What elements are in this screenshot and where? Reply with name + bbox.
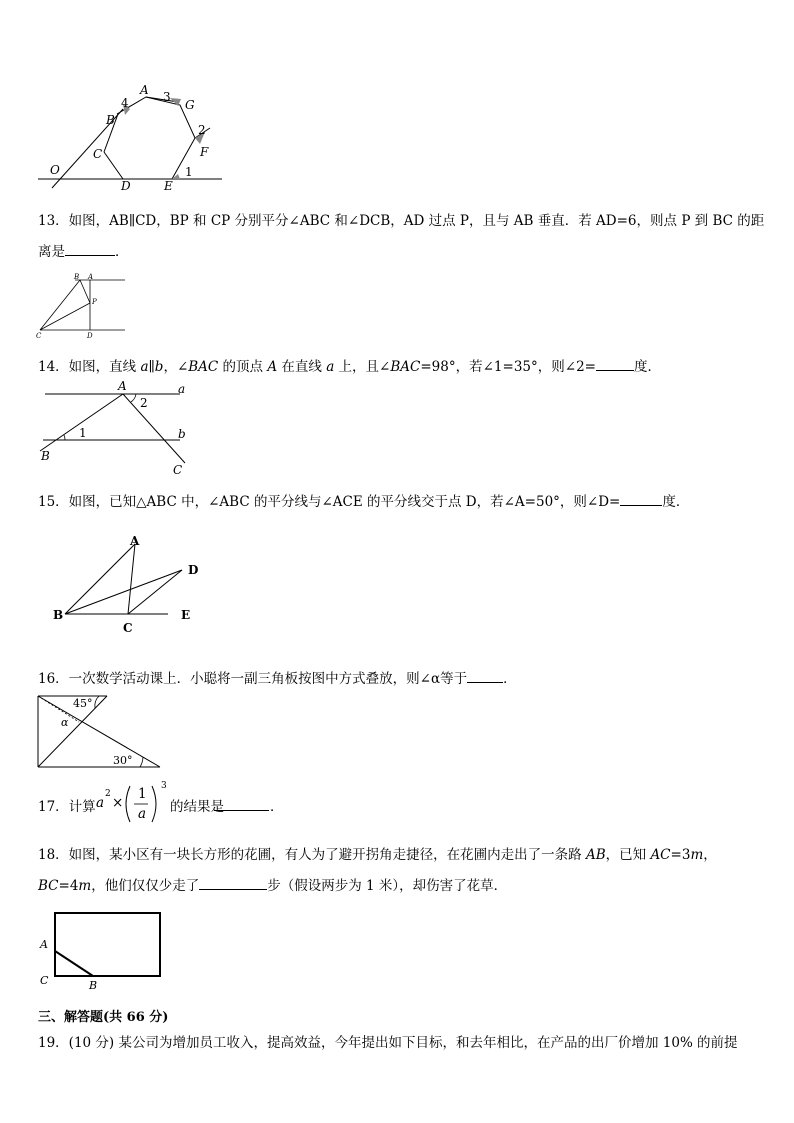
q13-line2: [38, 240, 129, 260]
q15-part: 15．如图，已知△ABC 中，∠ABC 的平分线与∠ACE 的平分线交于点 D，若∠A=50°，则∠D=: [38, 494, 621, 510]
answer-blank: [214, 798, 269, 811]
unit-m: m: [690, 847, 704, 863]
q14-part: ，∠: [163, 359, 189, 375]
label-1: 1: [79, 426, 87, 440]
var-a: a: [326, 359, 335, 375]
q18-line1: [38, 843, 717, 863]
label-C: C: [123, 621, 133, 635]
numerator: 1: [138, 786, 147, 802]
polygon-figure: [30, 80, 240, 195]
q13-line1: 13．如图，AB∥CD，BP 和 CP 分别平分∠ABC 和∠DCB，AD 过点 P，且与 AB 垂直．若 AD=6，则点 P 到 BC 的距: [38, 213, 765, 229]
label-C: C: [173, 463, 183, 477]
parallel-symbol: ∥: [148, 359, 155, 375]
q14-part: 度．: [633, 359, 661, 375]
q13-figure: [35, 270, 130, 342]
label-b: b: [178, 427, 186, 441]
times-symbol: ×: [112, 795, 124, 811]
q18-part: 步（假设两步为 1 米），却伤害了花草．: [267, 878, 508, 894]
label-O: O: [50, 163, 60, 177]
segment-ab: AB: [585, 847, 606, 863]
var-a: a: [140, 359, 149, 375]
q18-figure: [35, 908, 165, 993]
label-C: C: [93, 147, 103, 161]
q18-part: =4: [58, 878, 79, 894]
q15-part: 度．: [662, 494, 690, 510]
q16-part: 16．一次数学活动课上．小聪将一副三角板按图中方式叠放，则∠α等于: [38, 671, 468, 687]
q18-part: ，他们仅仅少走了: [91, 878, 200, 894]
label-D: D: [87, 332, 93, 340]
label-B: B: [74, 273, 80, 281]
label-2: 2: [198, 123, 206, 137]
answer-blank: [620, 493, 662, 506]
exponent: 3: [161, 781, 167, 791]
q14-part: =98°，若∠1=35°，则∠2=: [420, 359, 596, 375]
q13-text: 离是: [38, 244, 65, 260]
q13-end: ．: [115, 244, 129, 260]
label-C: C: [36, 332, 42, 340]
label-A: A: [118, 379, 127, 393]
q18-part: =3: [670, 847, 691, 863]
label-E: E: [164, 179, 173, 193]
q14-text: [38, 355, 661, 375]
q14-part: 在直线: [277, 359, 327, 375]
label-30: 30°: [113, 754, 133, 767]
q14-part: 上，且∠: [334, 359, 391, 375]
unit-m: m: [78, 878, 92, 894]
q18-part: ，已知: [605, 847, 651, 863]
label-E: E: [181, 608, 191, 622]
label-45: 45°: [73, 697, 93, 710]
label-a: a: [178, 382, 186, 396]
answer-blank: [199, 877, 267, 890]
q18-part: 18．如图，某小区有一块长方形的花圃，有人为了避开拐角走捷径，在花圃内走出了一条路: [38, 847, 586, 863]
segment-bc: BC: [38, 878, 59, 894]
label-C: C: [40, 974, 49, 987]
label-G: G: [185, 98, 195, 112]
answer-blank: [596, 358, 634, 371]
label-D: D: [121, 179, 131, 193]
label-alpha: α: [61, 716, 69, 729]
q17-part: 的结果是: [170, 799, 224, 815]
label-2: 2: [140, 396, 148, 410]
label-B: B: [53, 608, 64, 622]
label-B: B: [41, 449, 50, 463]
q15-figure: [50, 532, 210, 637]
q16-text: [38, 667, 517, 687]
denominator: a: [138, 806, 147, 822]
segment-ac: AC: [650, 847, 671, 863]
q14-part: 14．如图，直线: [38, 359, 141, 375]
var-a: a: [96, 795, 105, 811]
label-P: P: [92, 298, 97, 306]
angle-bac: BAC: [390, 359, 421, 375]
label-1: 1: [185, 165, 193, 179]
q17-part: 17．计算: [38, 799, 96, 815]
label-A: A: [130, 534, 140, 548]
label-B: B: [89, 979, 98, 992]
q18-part: ，: [703, 847, 717, 863]
label-D: D: [188, 563, 199, 577]
var-b: b: [154, 359, 164, 375]
label-A: A: [40, 938, 48, 951]
q16-figure: [35, 692, 165, 772]
label-3: 3: [163, 90, 171, 104]
q18-line2: [38, 874, 507, 894]
answer-blank: [65, 243, 115, 256]
exponent: 2: [105, 789, 111, 799]
q15-text: [38, 490, 689, 510]
label-A: A: [140, 83, 149, 97]
angle-bac: BAC: [188, 359, 219, 375]
q19-text: 19．(10 分) 某公司为增加员工收入，提高效益，今年提出如下目标，和去年相比，在产品的出厂价增加 10% 的前提: [38, 1035, 738, 1051]
q14-part: 的顶点: [218, 359, 268, 375]
section-heading: 三、解答题(共 66 分): [38, 1010, 169, 1025]
q14-figure: [35, 378, 195, 478]
q16-part: ．: [503, 671, 517, 687]
point-a: A: [267, 359, 278, 375]
label-F: F: [200, 145, 209, 159]
label-B: B: [106, 113, 115, 127]
answer-blank: [467, 670, 503, 683]
label-4: 4: [121, 96, 129, 110]
q17-part: ．: [270, 799, 284, 815]
label-A: A: [88, 273, 94, 281]
